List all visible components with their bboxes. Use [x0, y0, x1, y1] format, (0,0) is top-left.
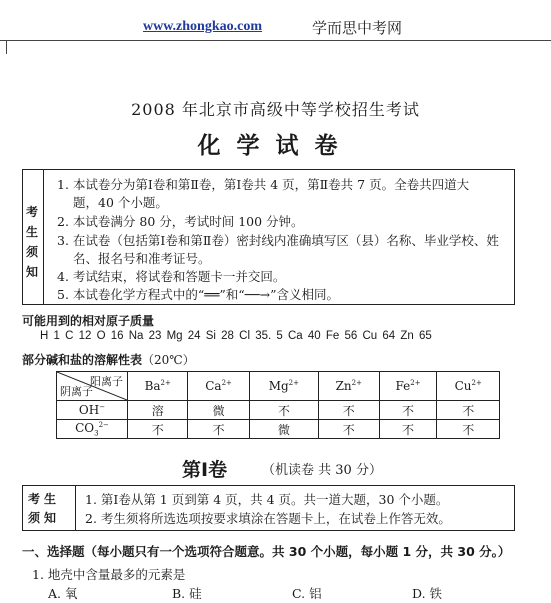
- notice-side-char: 生: [26, 225, 39, 239]
- notice-side-char: 知: [26, 265, 39, 279]
- table-header-row: [57, 372, 500, 401]
- notice-side-char: 须: [26, 245, 39, 259]
- notice2-line: 2. 考生须将所选选项按要求填涂在答题卡上，在试卷上作答无效。: [85, 511, 451, 526]
- notice2-side-text: 考生: [28, 492, 61, 506]
- question-section-label: 一、选择题: [22, 544, 85, 559]
- cation-header: $Zn^{2+}$: [318, 372, 379, 401]
- solubility-temperature: （20℃）: [142, 353, 195, 367]
- corner-cation-label: 阳离子: [90, 375, 123, 388]
- candidate-notice-box: [22, 169, 515, 305]
- question-stem: 1. 地壳中含量最多的元素是: [32, 567, 186, 582]
- notice-line: 5. 本试卷化学方程式中的“══”和“──→”含义相同。: [57, 287, 340, 302]
- solubility-cell: 溶: [128, 401, 188, 420]
- section-title: 第Ⅰ卷: [182, 459, 228, 481]
- notice2-side-text: 须知: [28, 511, 61, 525]
- cation-header: $Cu^{2+}$: [437, 372, 500, 401]
- solubility-cell: 不: [188, 420, 249, 439]
- answer-option: A. 氧: [48, 586, 78, 601]
- cation-header: $Ba^{2+}$: [128, 372, 188, 401]
- solubility-cell: 不: [379, 401, 437, 420]
- notice-side-char: 考: [26, 205, 39, 219]
- exam-title: 2008 年北京市高级中等学校招生考试: [131, 100, 420, 119]
- solubility-cell: 不: [128, 420, 188, 439]
- atomic-mass-heading: 可能用到的相对原子质量: [22, 314, 155, 328]
- solubility-cell: 微: [188, 401, 249, 420]
- cation-header: $Mg^{2+}$: [249, 372, 318, 401]
- header-divider: [0, 40, 551, 41]
- notice-line: 名、报名号和准考证号。: [73, 251, 211, 266]
- anion-header: $CO_3^{2-}$: [57, 420, 128, 439]
- notice2-side-label: [23, 486, 76, 530]
- answer-option: B. 硅: [172, 586, 202, 601]
- solubility-cell: 不: [379, 420, 437, 439]
- question-section-heading: [22, 542, 510, 560]
- solubility-cell: 不: [437, 420, 500, 439]
- notice-line: 2. 本试卷满分 80 分，考试时间 100 分钟。: [57, 214, 304, 229]
- atomic-mass-values: H 1 C 12 O 16 Na 23 Mg 24 Si 28 Cl 35. 5 Ca 40 Fe 56 Cu 64 Zn 65: [40, 330, 432, 342]
- solubility-cell: 不: [437, 401, 500, 420]
- paper-title: 化学试卷: [197, 133, 354, 159]
- notice-line: 题，40 个小题。: [73, 195, 168, 210]
- corner-anion-label: 阴离子: [60, 385, 93, 398]
- answer-option: C. 铝: [292, 586, 322, 601]
- solubility-cell: 不: [318, 420, 379, 439]
- cation-header: $Ca^{2+}$: [188, 372, 249, 401]
- solubility-cell: 不: [249, 401, 318, 420]
- section-notice-box: [22, 485, 515, 531]
- table-corner-cell: [57, 372, 128, 401]
- table-row: [57, 401, 500, 420]
- question-section-instruction: （每小题只有一个选项符合题意。共 30 个小题，每小题 1 分，共 30 分。）: [84, 544, 511, 559]
- solubility-heading: 部分碱和盐的溶解性表: [22, 353, 143, 367]
- solubility-table: [56, 371, 500, 439]
- header-url-link[interactable]: www.zhongkao.com: [143, 19, 263, 34]
- section-subtitle: （机读卷 共 30 分）: [262, 463, 382, 478]
- solubility-cell: 微: [249, 420, 318, 439]
- header-divider-tick: [6, 40, 7, 54]
- anion-header: OH−: [57, 401, 128, 420]
- answer-option: D. 铁: [412, 586, 443, 601]
- notice-line: 1. 本试卷分为第Ⅰ卷和第Ⅱ卷，第Ⅰ卷共 4 页，第Ⅱ卷共 7 页。全卷共四道大: [57, 177, 470, 192]
- header-site-name: 学而思中考网: [312, 19, 403, 37]
- notice-line: 4. 考试结束，将试卷和答题卡一并交回。: [57, 269, 286, 284]
- notice2-line: 1. 第Ⅰ卷从第 1 页到第 4 页，共 4 页。共一道大题，30 个小题。: [85, 492, 449, 507]
- table-row: [57, 420, 500, 439]
- solubility-cell: 不: [318, 401, 379, 420]
- notice-line: 3. 在试卷（包括第Ⅰ卷和第Ⅱ卷）密封线内准确填写区（县）名称、毕业学校、姓: [57, 233, 499, 248]
- cation-header: $Fe^{2+}$: [379, 372, 437, 401]
- notice-side-label: [23, 170, 44, 304]
